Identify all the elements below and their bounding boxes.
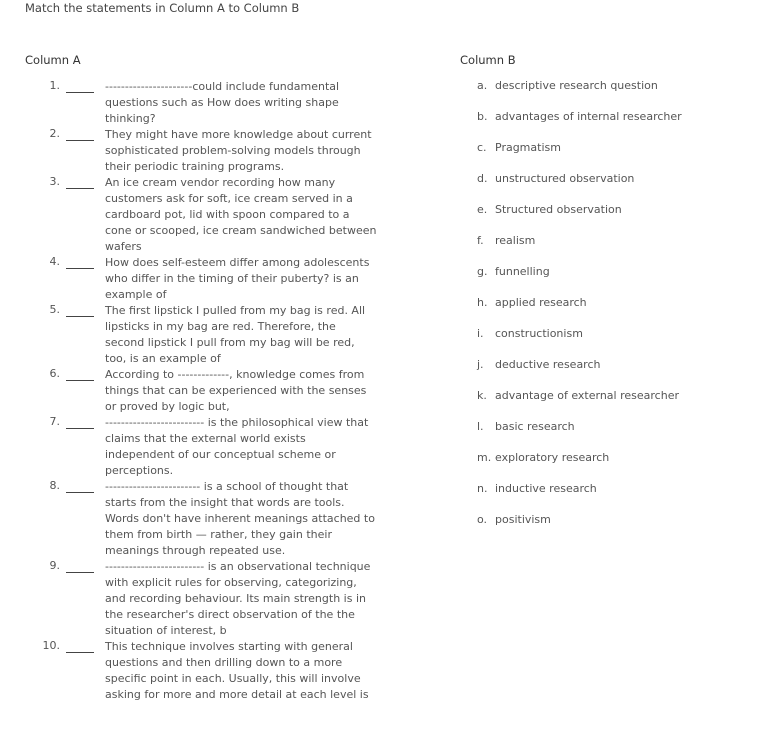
option-letter: k. — [477, 389, 487, 402]
option-text: deductive research — [495, 358, 601, 371]
option-letter: e. — [477, 203, 488, 216]
question-text: This technique involves starting with general questions and then drilling down to a more specific point in each. Usually, this will involve asking for more and more detail at each level is — [105, 640, 369, 701]
question-number: 7. — [49, 415, 60, 428]
option-h — [477, 296, 587, 309]
option-letter: c. — [477, 141, 487, 154]
question-number: 10. — [42, 639, 60, 652]
option-c — [477, 141, 561, 154]
option-l — [477, 420, 575, 433]
question-number: 1. — [49, 79, 60, 92]
option-text: funnelling — [495, 265, 550, 278]
option-letter: l. — [477, 420, 484, 433]
question-text: They might have more knowledge about current sophisticated problem-solving models through their periodic training programs. — [105, 128, 372, 173]
option-g — [477, 265, 550, 278]
option-i — [477, 327, 583, 340]
option-a — [477, 79, 658, 92]
answer-blank-1[interactable] — [66, 92, 94, 93]
option-letter: d. — [477, 172, 488, 185]
question-number: 3. — [49, 175, 60, 188]
option-letter: j. — [477, 358, 484, 371]
option-letter: m. — [477, 451, 492, 464]
column-b-title: Column B — [460, 53, 516, 67]
question-text: ------------------------- is an observational technique with explicit rules for observing, categorizing, and recording behaviour. Its main strength is in the researcher's direct observation of the the situation of interest, b — [105, 560, 371, 637]
option-text: basic research — [495, 420, 575, 433]
option-e — [477, 203, 622, 216]
question-text: The first lipstick I pulled from my bag is red. All lipsticks in my bag are red. Therefore, the second lipstick I pull from my bag will be red, too, is an example of — [105, 304, 366, 365]
question-text: An ice cream vendor recording how many customers ask for soft, ice cream served in a cardboard pot, lid with spoon compared to a cone or scooped, ice cream sandwiched between wafers — [105, 176, 377, 253]
question-text: ------------------------- is the philosophical view that claims that the external world exists independent of our conceptual scheme or perceptions. — [105, 416, 369, 477]
option-d — [477, 172, 634, 185]
answer-blank-6[interactable] — [66, 380, 94, 381]
option-text: positivism — [495, 513, 551, 526]
option-text: descriptive research question — [495, 79, 658, 92]
option-letter: h. — [477, 296, 488, 309]
option-b — [477, 110, 682, 123]
option-text: Structured observation — [495, 203, 622, 216]
answer-blank-9[interactable] — [66, 572, 94, 573]
question-number: 4. — [49, 255, 60, 268]
option-text: Pragmatism — [495, 141, 561, 154]
option-o — [477, 513, 551, 526]
answer-blank-5[interactable] — [66, 316, 94, 317]
question-number: 5. — [49, 303, 60, 316]
question-number: 6. — [49, 367, 60, 380]
option-text: unstructured observation — [495, 172, 635, 185]
question-text: How does self-esteem differ among adolescents who differ in the timing of their puberty? is an example of — [105, 256, 370, 301]
instruction-text: Match the statements in Column A to Column B — [25, 1, 300, 15]
option-letter: b. — [477, 110, 488, 123]
answer-blank-4[interactable] — [66, 268, 94, 269]
question-number: 8. — [49, 479, 60, 492]
option-letter: g. — [477, 265, 488, 278]
question-number: 2. — [49, 127, 60, 140]
answer-blank-7[interactable] — [66, 428, 94, 429]
answer-blank-2[interactable] — [66, 140, 94, 141]
option-text: realism — [495, 234, 536, 247]
option-k — [477, 389, 679, 402]
answer-blank-8[interactable] — [66, 492, 94, 493]
option-n — [477, 482, 597, 495]
option-m — [477, 451, 609, 464]
question-text: ------------------------ is a school of thought that starts from the insight that words are tools. Words don't have inherent meanings attached to them from birth — rather, they gain their meanings through repeated use. — [105, 480, 375, 557]
option-letter: i. — [477, 327, 484, 340]
option-text: constructionism — [495, 327, 583, 340]
answer-blank-10[interactable] — [66, 652, 94, 653]
question-text: According to -------------, knowledge comes from things that can be experienced with the senses or proved by logic but, — [105, 368, 367, 413]
answer-blank-3[interactable] — [66, 188, 94, 189]
option-j — [477, 358, 600, 371]
option-letter: o. — [477, 513, 488, 526]
question-number: 9. — [49, 559, 60, 572]
option-f — [477, 234, 535, 247]
option-text: inductive research — [495, 482, 597, 495]
option-text: advantages of internal researcher — [495, 110, 682, 123]
option-text: advantage of external researcher — [495, 389, 679, 402]
option-letter: f. — [477, 234, 484, 247]
option-letter: n. — [477, 482, 488, 495]
question-text: ----------------------could include fundamental questions such as How does writing shape thinking? — [105, 80, 340, 125]
option-letter: a. — [477, 79, 488, 92]
column-a-title: Column A — [25, 53, 81, 67]
option-text: exploratory research — [495, 451, 610, 464]
option-text: applied research — [495, 296, 587, 309]
